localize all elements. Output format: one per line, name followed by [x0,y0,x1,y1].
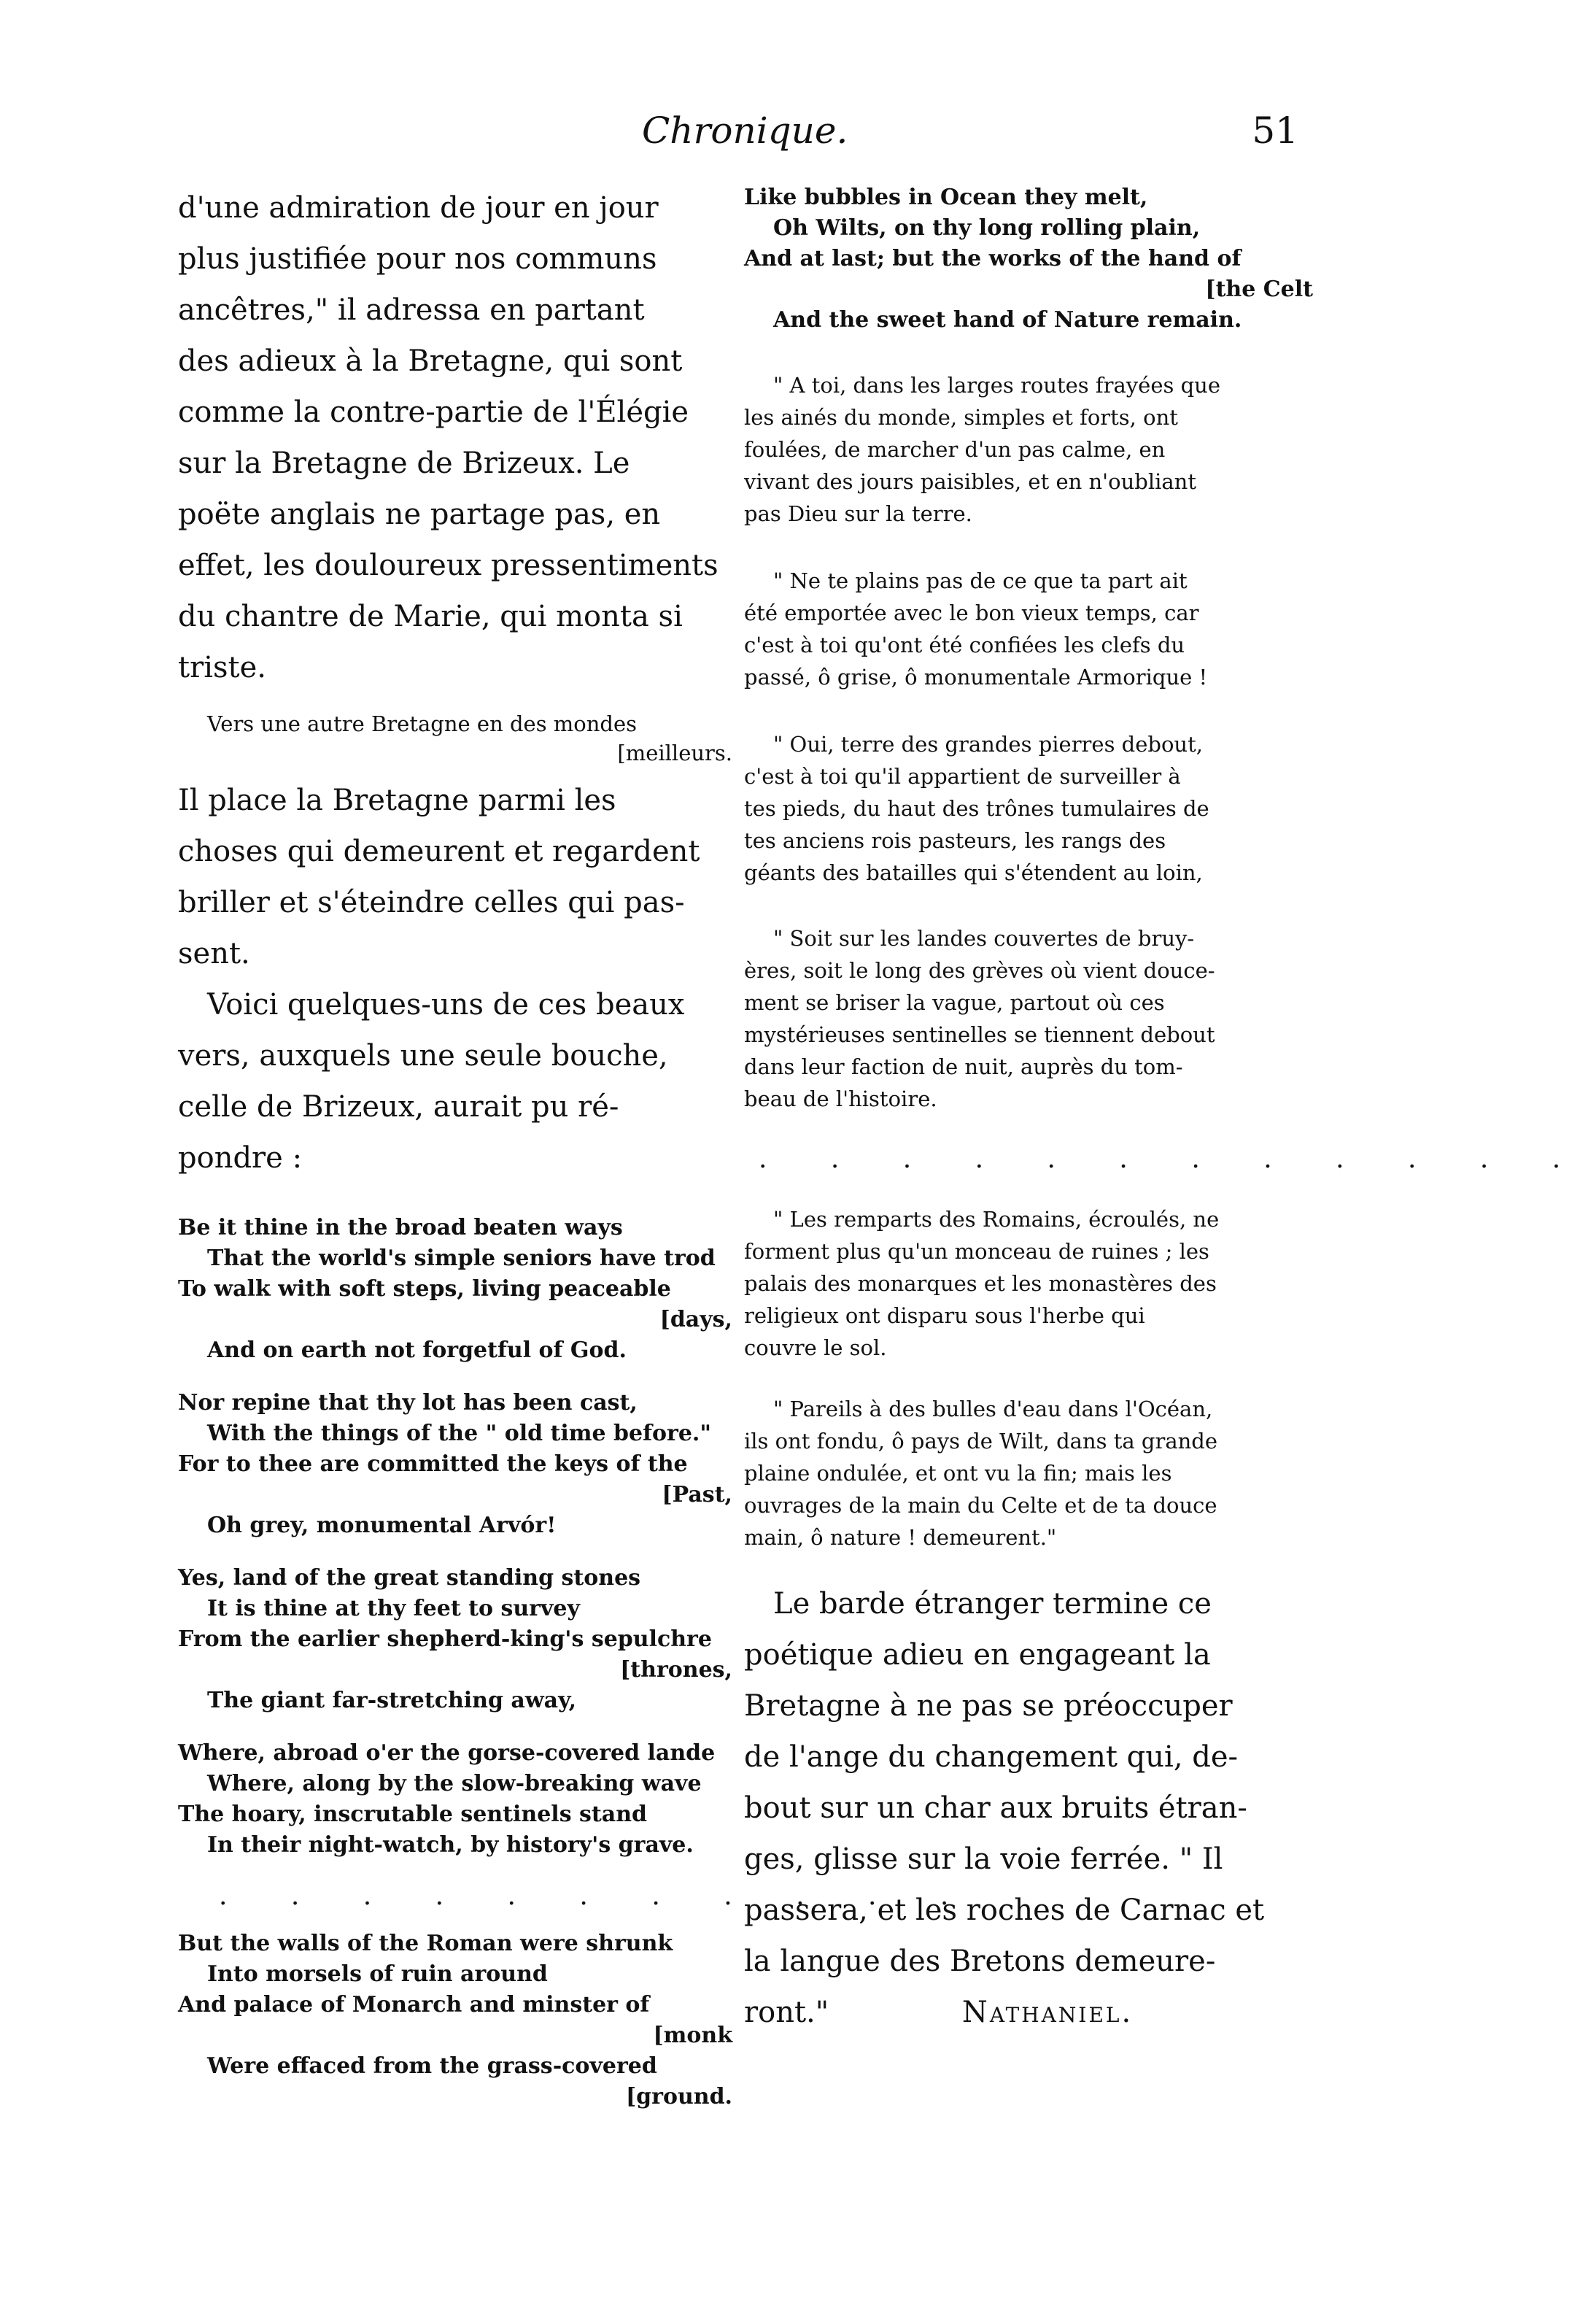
text-line: poétique adieu en engageant la [744,1638,1211,1672]
translation-paragraph-1 [744,369,1313,530]
ellipsis-separator: . . . . . . . . . . . [219,1881,977,1911]
text-line: couvre le sol. [744,1335,887,1360]
verse-line: That the world's simple seniors have trod [207,1246,716,1271]
verse-line: [monk [653,2023,732,2048]
text-line: ancêtres," il adressa en partant [178,293,645,327]
text-line: passera, et les roches de Carnac et [744,1893,1265,1927]
text-line: plaine ondulée, et ont vu la fin; mais les [744,1461,1172,1486]
text-line: du chantre de Marie, qui monta si [178,600,683,633]
verse-line: Be it thine in the broad beaten ways [178,1215,623,1240]
page-number: 51 [1252,109,1298,152]
verse-line: Where, along by the slow-breaking wave [207,1771,702,1796]
text-line: ères, soit le long des grèves où vient douce- [744,958,1215,983]
verse-line: The hoary, inscrutable sentinels stand [178,1802,648,1827]
text-line: effet, les douloureux pressentiments [178,549,719,582]
verse-line: With the things of the " old time before." [207,1421,711,1446]
poem-stanza-6 [744,182,1313,336]
paragraph-bretagne [178,775,732,979]
text-line: sent. [178,937,250,970]
text-line: des adieux à la Bretagne, qui sont [178,344,683,378]
text-line: pondre : [178,1141,303,1175]
text-line: ouvrages de la main du Celte et de ta douce [744,1493,1217,1518]
closing-paragraph [744,1578,1313,2038]
verse-line: Oh grey, monumental Arvór! [207,1513,557,1538]
text-line: de l'ange du changement qui, de- [744,1740,1239,1774]
poem-stanza-3 [178,1563,732,1716]
poem-stanza-2 [178,1388,732,1541]
text-line: tes pieds, du haut des trônes tumulaires de [744,796,1209,821]
verse-line: To walk with soft steps, living peaceable [178,1276,671,1302]
text-line: " Soit sur les landes couvertes de bruy- [773,926,1195,951]
text-line: tes anciens rois pasteurs, les rangs des [744,828,1166,853]
text-line: sur la Bretagne de Brizeux. Le [178,447,630,480]
poem-stanza-1 [178,1213,732,1366]
text-line: forment plus qu'un monceau de ruines ; les [744,1239,1209,1264]
verse-line: Where, abroad o'er the gorse-covered lande [178,1740,716,1766]
text-line: bout sur un char aux bruits étran- [744,1791,1247,1825]
text-line: ront." [744,1996,829,2029]
translation-paragraph-2 [744,565,1313,693]
text-line: choses qui demeurent et regardent [178,835,700,868]
text-line: Le barde étranger termine ce [773,1587,1212,1621]
text-line: c'est à toi qu'ont été confiées les clefs du [744,633,1185,657]
verse-line: But the walls of the Roman were shrunk [178,1931,673,1956]
text-line: vers, auxquels une seule bouche, [178,1039,668,1073]
text-line: été emportée avec le bon vieux temps, car [744,601,1199,625]
quoted-verse [178,709,732,768]
verse-line: Nor repine that thy lot has been cast, [178,1390,638,1416]
translation-paragraph-4 [744,922,1313,1115]
text-line: pas Dieu sur la terre. [744,501,972,526]
verse-line: [the Celt [1205,277,1313,302]
verse-line: And at last; but the works of the hand of [744,246,1242,271]
verse-line: [thrones, [620,1657,732,1683]
ellipsis-separator: . . . . . . . . . . . . [759,1144,1588,1174]
text-line: ges, glisse sur la voie ferrée. " Il [744,1842,1223,1876]
translation-paragraph-5 [744,1203,1313,1364]
text-line: Voici quelques-uns de ces beaux [207,988,685,1022]
text-line: Bretagne à ne pas se préoccuper [744,1689,1233,1723]
text-line: plus justifiée pour nos communs [178,242,657,276]
text-line: poëte anglais ne partage pas, en [178,498,661,531]
text-line: " Ne te plains pas de ce que ta part ait [773,568,1188,593]
translation-paragraph-6 [744,1393,1313,1553]
text-line: celle de Brizeux, aurait pu ré- [178,1090,619,1124]
text-line: triste. [178,651,266,684]
paragraph-voici [178,979,732,1184]
running-header-title: Chronique. [642,109,848,152]
verse-line: [ground. [625,2084,732,2109]
text-line: passé, ô grise, ô monumentale Armorique ! [744,665,1208,690]
author-signature: Nathaniel. [961,1996,1134,2029]
text-line: [meilleurs. [617,741,732,765]
poem-stanza-4 [178,1738,732,1861]
verse-line: [days, [659,1307,732,1332]
verse-line: And the sweet hand of Nature remain. [773,307,1242,333]
text-line: vivant des jours paisibles, et en n'oubliant [744,469,1197,494]
verse-line: Yes, land of the great standing stones [178,1565,641,1591]
verse-line: From the earlier shepherd-king's sepulchre [178,1626,712,1652]
text-line: foulées, de marcher d'un pas calme, en [744,437,1166,462]
right-column [744,182,1588,2038]
text-line: main, ô nature ! demeurent." [744,1525,1057,1550]
text-line: ment se briser la vague, partout où ces [744,990,1165,1015]
text-line: la langue des Bretons demeure- [744,1945,1216,1978]
text-line: " A toi, dans les larges routes frayées que [773,373,1220,398]
poem-stanza-5 [178,1929,732,2112]
text-line: c'est à toi qu'il appartient de surveiller à [744,764,1181,789]
text-line: beau de l'histoire. [744,1086,937,1111]
text-line: Il place la Bretagne parmi les [178,784,616,817]
text-line: géants des batailles qui s'étendent au loin, [744,860,1203,885]
intro-paragraph [178,182,732,693]
verse-line: Were effaced from the grass-covered [207,2053,657,2079]
verse-line: Oh Wilts, on thy long rolling plain, [773,215,1201,241]
verse-line: And palace of Monarch and minster of [178,1992,650,2018]
text-line: ils ont fondu, ô pays de Wilt, dans ta grande [744,1429,1218,1454]
text-line: " Oui, terre des grandes pierres debout, [773,732,1203,757]
text-line: les ainés du monde, simples et forts, ont [744,405,1178,430]
verse-line: And on earth not forgetful of God. [207,1337,627,1363]
text-line: religieux ont disparu sous l'herbe qui [744,1303,1145,1328]
text-line: Vers une autre Bretagne en des mondes [207,711,638,736]
verse-line: In their night-watch, by history's grave. [207,1832,694,1858]
text-line: " Pareils à des bulles d'eau dans l'Océan, [773,1397,1213,1421]
text-line: comme la contre-partie de l'Élégie [178,395,689,429]
verse-line: Into morsels of ruin around [207,1961,548,1987]
text-line: dans leur faction de nuit, auprès du tom- [744,1054,1183,1079]
verse-line: [Past, [662,1482,732,1507]
verse-line: The giant far-stretching away, [207,1688,577,1713]
text-line: d'une admiration de jour en jour [178,191,659,225]
text-line: mystérieuses sentinelles se tiennent debout [744,1022,1215,1047]
text-line: briller et s'éteindre celles qui pas- [178,886,685,919]
text-line: palais des monarques et les monastères des [744,1271,1217,1296]
final-line [744,1987,1313,2038]
translation-paragraph-3 [744,728,1313,889]
verse-line: It is thine at thy feet to survey [207,1596,580,1621]
text-line: " Les remparts des Romains, écroulés, ne [773,1207,1220,1232]
verse-line: For to thee are committed the keys of the [178,1451,688,1477]
verse-line: Like bubbles in Ocean they melt, [744,185,1148,210]
